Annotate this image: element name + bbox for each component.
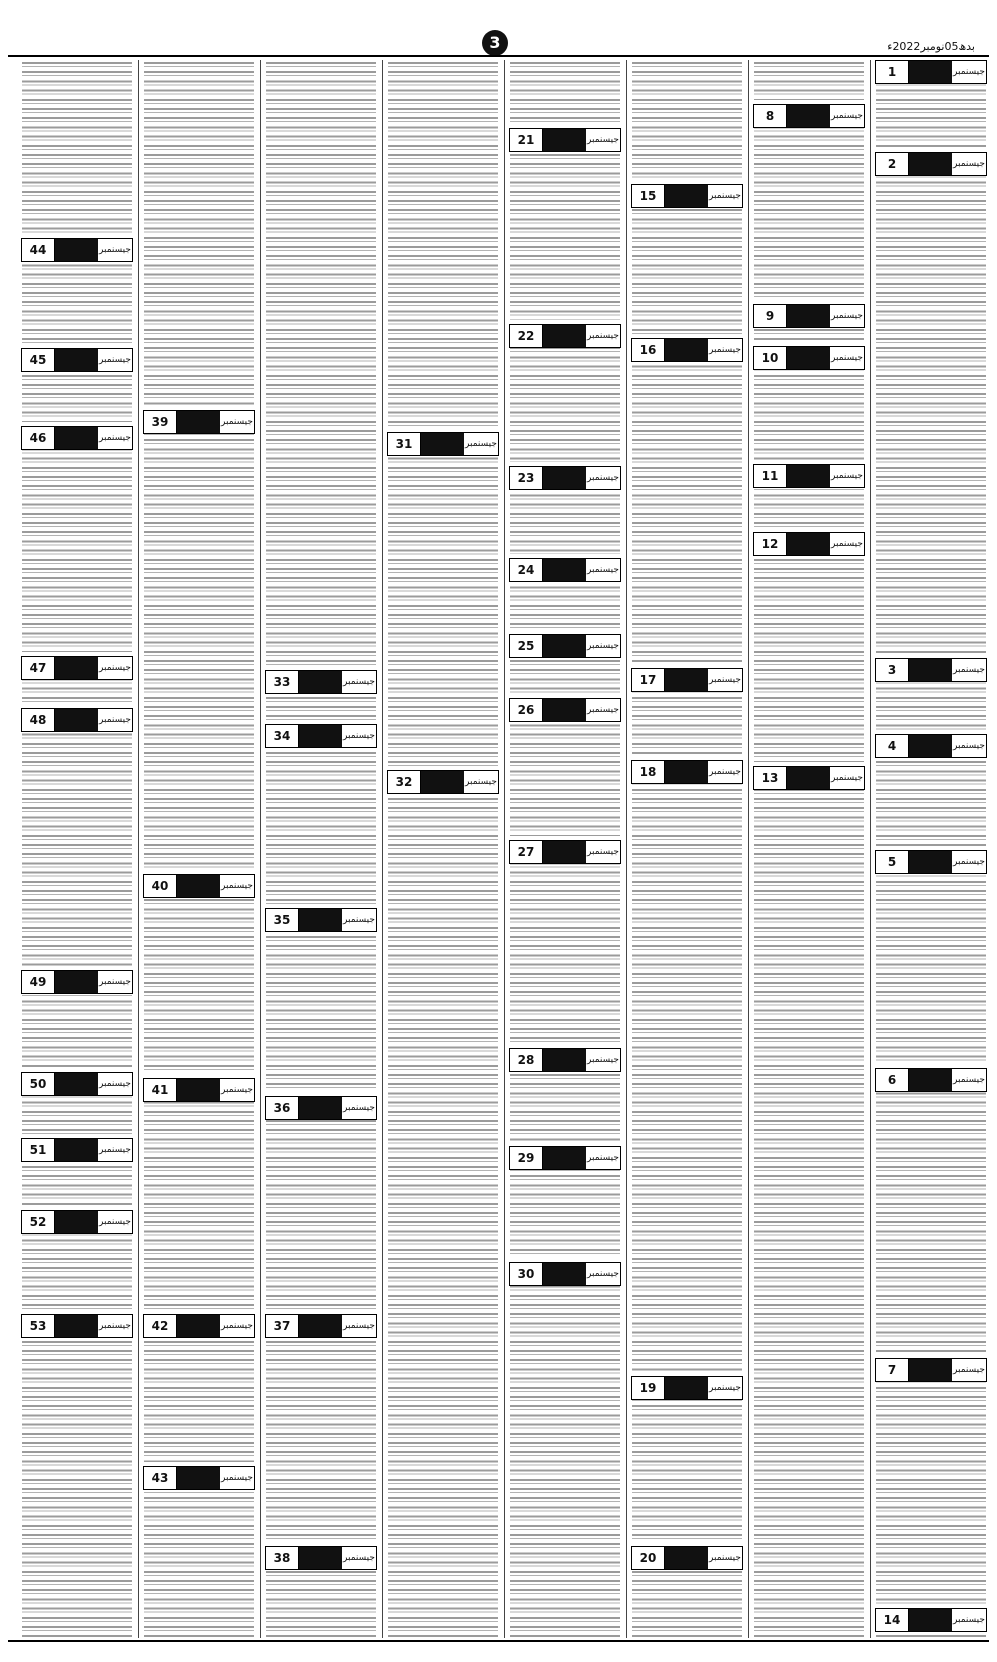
article-header-bar: [787, 767, 830, 789]
article-label: جیسنمبر: [586, 841, 620, 863]
article-number: 43: [144, 1467, 177, 1489]
article-label: جیسنمبر: [342, 1097, 376, 1119]
column-c4: [507, 60, 623, 1638]
page-header: [0, 0, 997, 53]
article-number: 6: [876, 1069, 909, 1091]
article-header-bar: [543, 841, 586, 863]
column-c2: [751, 60, 867, 1638]
article-number: 27: [510, 841, 543, 863]
article-number: 29: [510, 1147, 543, 1169]
column-separator: [260, 60, 261, 1638]
article-header-bar: [909, 61, 952, 83]
article-header-9: [753, 304, 865, 328]
article-header-12: [753, 532, 865, 556]
article-number: 24: [510, 559, 543, 581]
article-header-20: [631, 1546, 743, 1570]
article-header-16: [631, 338, 743, 362]
article-header-bar: [665, 185, 708, 207]
article-header-36: [265, 1096, 377, 1120]
article-label: جیسنمبر: [98, 657, 132, 679]
article-header-43: [143, 1466, 255, 1490]
article-header-30: [509, 1262, 621, 1286]
article-label: جیسنمبر: [586, 635, 620, 657]
article-number: 35: [266, 909, 299, 931]
article-header-28: [509, 1048, 621, 1072]
article-header-bar: [177, 1079, 220, 1101]
column-separator: [748, 60, 749, 1638]
article-header-bar: [55, 1073, 98, 1095]
article-label: جیسنمبر: [98, 349, 132, 371]
article-label: جیسنمبر: [586, 699, 620, 721]
column-c6: [263, 60, 379, 1638]
article-header-1: [875, 60, 987, 84]
article-header-29: [509, 1146, 621, 1170]
article-header-bar: [787, 465, 830, 487]
column-separator: [504, 60, 505, 1638]
article-header-bar: [543, 325, 586, 347]
article-number: 14: [876, 1609, 909, 1631]
article-number: 16: [632, 339, 665, 361]
article-number: 38: [266, 1547, 299, 1569]
article-header-10: [753, 346, 865, 370]
article-label: جیسنمبر: [98, 971, 132, 993]
article-label: جیسنمبر: [464, 433, 498, 455]
article-header-40: [143, 874, 255, 898]
article-label: جیسنمبر: [220, 1315, 254, 1337]
article-header-bar: [665, 339, 708, 361]
article-header-bar: [909, 1609, 952, 1631]
article-header-bar: [55, 1139, 98, 1161]
article-header-bar: [543, 559, 586, 581]
column-text-lines: [388, 60, 498, 1638]
article-header-52: [21, 1210, 133, 1234]
article-header-bar: [787, 347, 830, 369]
article-header-18: [631, 760, 743, 784]
column-text-lines: [22, 60, 132, 1638]
article-label: جیسنمبر: [342, 909, 376, 931]
article-number: 11: [754, 465, 787, 487]
article-header-2: [875, 152, 987, 176]
article-number: 42: [144, 1315, 177, 1337]
article-header-bar: [909, 1069, 952, 1091]
article-header-bar: [299, 671, 342, 693]
article-header-17: [631, 668, 743, 692]
article-number: 36: [266, 1097, 299, 1119]
article-number: 53: [22, 1315, 55, 1337]
article-header-bar: [543, 1049, 586, 1071]
article-number: 26: [510, 699, 543, 721]
article-number: 23: [510, 467, 543, 489]
article-label: جیسنمبر: [708, 1547, 742, 1569]
article-header-38: [265, 1546, 377, 1570]
article-label: جیسنمبر: [98, 709, 132, 731]
article-number: 5: [876, 851, 909, 873]
article-label: جیسنمبر: [586, 1049, 620, 1071]
article-label: جیسنمبر: [708, 1377, 742, 1399]
article-number: 31: [388, 433, 421, 455]
article-label: جیسنمبر: [98, 239, 132, 261]
article-number: 41: [144, 1079, 177, 1101]
article-header-bar: [421, 433, 464, 455]
article-header-27: [509, 840, 621, 864]
article-label: جیسنمبر: [220, 1079, 254, 1101]
article-header-bar: [909, 851, 952, 873]
article-label: جیسنمبر: [342, 671, 376, 693]
article-header-51: [21, 1138, 133, 1162]
article-header-41: [143, 1078, 255, 1102]
article-header-35: [265, 908, 377, 932]
article-label: جیسنمبر: [952, 153, 986, 175]
article-label: جیسنمبر: [220, 875, 254, 897]
column-c1: [873, 60, 989, 1638]
article-header-bar: [55, 1315, 98, 1337]
article-header-8: [753, 104, 865, 128]
article-header-42: [143, 1314, 255, 1338]
article-label: جیسنمبر: [586, 467, 620, 489]
article-header-bar: [55, 657, 98, 679]
column-separator: [138, 60, 139, 1638]
article-header-5: [875, 850, 987, 874]
article-number: 9: [754, 305, 787, 327]
article-number: 7: [876, 1359, 909, 1381]
article-number: 28: [510, 1049, 543, 1071]
article-number: 10: [754, 347, 787, 369]
article-number: 39: [144, 411, 177, 433]
article-label: جیسنمبر: [708, 339, 742, 361]
article-header-bar: [299, 725, 342, 747]
article-number: 4: [876, 735, 909, 757]
column-c3: [629, 60, 745, 1638]
article-label: جیسنمبر: [586, 325, 620, 347]
article-number: 47: [22, 657, 55, 679]
column-c7: [141, 60, 257, 1638]
article-label: جیسنمبر: [952, 851, 986, 873]
article-number: 48: [22, 709, 55, 731]
article-header-bar: [299, 1315, 342, 1337]
article-label: جیسنمبر: [830, 347, 864, 369]
article-label: جیسنمبر: [98, 427, 132, 449]
article-label: جیسنمبر: [342, 725, 376, 747]
article-header-21: [509, 128, 621, 152]
article-label: جیسنمبر: [98, 1139, 132, 1161]
article-number: 49: [22, 971, 55, 993]
article-header-11: [753, 464, 865, 488]
article-number: 50: [22, 1073, 55, 1095]
article-header-bar: [543, 1263, 586, 1285]
article-header-6: [875, 1068, 987, 1092]
article-label: جیسنمبر: [464, 771, 498, 793]
article-header-31: [387, 432, 499, 456]
column-text-lines: [632, 60, 742, 1638]
article-number: 45: [22, 349, 55, 371]
article-number: 2: [876, 153, 909, 175]
article-header-bar: [421, 771, 464, 793]
article-header-bar: [665, 1377, 708, 1399]
article-label: جیسنمبر: [952, 1069, 986, 1091]
article-header-24: [509, 558, 621, 582]
article-header-bar: [665, 761, 708, 783]
article-number: 37: [266, 1315, 299, 1337]
article-label: جیسنمبر: [586, 129, 620, 151]
article-number: 18: [632, 761, 665, 783]
article-number: 25: [510, 635, 543, 657]
article-number: 22: [510, 325, 543, 347]
article-header-bar: [55, 971, 98, 993]
column-c5: [385, 60, 501, 1638]
article-number: 8: [754, 105, 787, 127]
article-label: جیسنمبر: [952, 659, 986, 681]
top-rule: [8, 55, 989, 57]
article-header-33: [265, 670, 377, 694]
article-header-bar: [909, 735, 952, 757]
article-header-bar: [55, 349, 98, 371]
column-c8: [19, 60, 135, 1638]
column-text-lines: [144, 60, 254, 1638]
column-text-lines: [266, 60, 376, 1638]
article-header-46: [21, 426, 133, 450]
article-number: 15: [632, 185, 665, 207]
article-label: جیسنمبر: [98, 1073, 132, 1095]
article-label: جیسنمبر: [586, 1263, 620, 1285]
article-number: 32: [388, 771, 421, 793]
article-number: 33: [266, 671, 299, 693]
article-header-bar: [909, 153, 952, 175]
article-label: جیسنمبر: [830, 767, 864, 789]
article-header-53: [21, 1314, 133, 1338]
article-label: جیسنمبر: [342, 1315, 376, 1337]
article-header-bar: [299, 1097, 342, 1119]
issue-date: بدھ05نومبر2022ء: [887, 40, 975, 53]
article-label: جیسنمبر: [830, 465, 864, 487]
column-separator: [626, 60, 627, 1638]
article-header-bar: [787, 305, 830, 327]
article-label: جیسنمبر: [586, 559, 620, 581]
article-header-bar: [299, 1547, 342, 1569]
article-label: جیسنمبر: [952, 735, 986, 757]
article-label: جیسنمبر: [342, 1547, 376, 1569]
article-header-bar: [55, 239, 98, 261]
article-header-bar: [177, 1315, 220, 1337]
article-number: 44: [22, 239, 55, 261]
article-header-bar: [177, 875, 220, 897]
article-header-bar: [55, 427, 98, 449]
article-header-34: [265, 724, 377, 748]
article-label: جیسنمبر: [98, 1211, 132, 1233]
article-number: 52: [22, 1211, 55, 1233]
article-number: 40: [144, 875, 177, 897]
article-number: 1: [876, 61, 909, 83]
article-label: جیسنمبر: [98, 1315, 132, 1337]
article-header-bar: [543, 699, 586, 721]
article-label: جیسنمبر: [830, 305, 864, 327]
bottom-rule: [8, 1640, 989, 1642]
article-header-bar: [543, 1147, 586, 1169]
article-header-bar: [909, 659, 952, 681]
article-label: جیسنمبر: [220, 1467, 254, 1489]
article-header-bar: [55, 709, 98, 731]
article-header-13: [753, 766, 865, 790]
article-header-bar: [543, 635, 586, 657]
article-header-49: [21, 970, 133, 994]
article-header-37: [265, 1314, 377, 1338]
article-header-bar: [787, 533, 830, 555]
article-number: 3: [876, 659, 909, 681]
article-number: 21: [510, 129, 543, 151]
article-number: 30: [510, 1263, 543, 1285]
article-label: جیسنمبر: [586, 1147, 620, 1169]
article-number: 34: [266, 725, 299, 747]
article-label: جیسنمبر: [952, 1359, 986, 1381]
article-header-4: [875, 734, 987, 758]
article-header-19: [631, 1376, 743, 1400]
article-label: جیسنمبر: [952, 61, 986, 83]
article-number: 12: [754, 533, 787, 555]
column-separator: [382, 60, 383, 1638]
article-number: 19: [632, 1377, 665, 1399]
article-header-bar: [299, 909, 342, 931]
article-header-bar: [909, 1359, 952, 1381]
page-number-badge: 3: [482, 30, 508, 56]
article-label: جیسنمبر: [708, 761, 742, 783]
article-header-bar: [665, 669, 708, 691]
article-label: جیسنمبر: [708, 185, 742, 207]
article-number: 13: [754, 767, 787, 789]
article-header-47: [21, 656, 133, 680]
article-number: 51: [22, 1139, 55, 1161]
article-header-15: [631, 184, 743, 208]
article-label: جیسنمبر: [952, 1609, 986, 1631]
article-header-45: [21, 348, 133, 372]
column-separator: [870, 60, 871, 1638]
article-header-39: [143, 410, 255, 434]
article-number: 17: [632, 669, 665, 691]
article-number: 20: [632, 1547, 665, 1569]
article-header-bar: [543, 467, 586, 489]
article-header-7: [875, 1358, 987, 1382]
article-header-bar: [665, 1547, 708, 1569]
article-header-bar: [177, 1467, 220, 1489]
article-label: جیسنمبر: [830, 105, 864, 127]
article-header-50: [21, 1072, 133, 1096]
article-header-25: [509, 634, 621, 658]
article-label: جیسنمبر: [220, 411, 254, 433]
article-header-23: [509, 466, 621, 490]
article-header-26: [509, 698, 621, 722]
article-header-32: [387, 770, 499, 794]
article-header-48: [21, 708, 133, 732]
article-header-bar: [543, 129, 586, 151]
article-header-22: [509, 324, 621, 348]
column-text-lines: [754, 60, 864, 1638]
article-header-bar: [787, 105, 830, 127]
article-header-bar: [177, 411, 220, 433]
article-header-14: [875, 1608, 987, 1632]
article-label: جیسنمبر: [830, 533, 864, 555]
article-label: جیسنمبر: [708, 669, 742, 691]
article-number: 46: [22, 427, 55, 449]
article-header-3: [875, 658, 987, 682]
article-header-44: [21, 238, 133, 262]
article-header-bar: [55, 1211, 98, 1233]
